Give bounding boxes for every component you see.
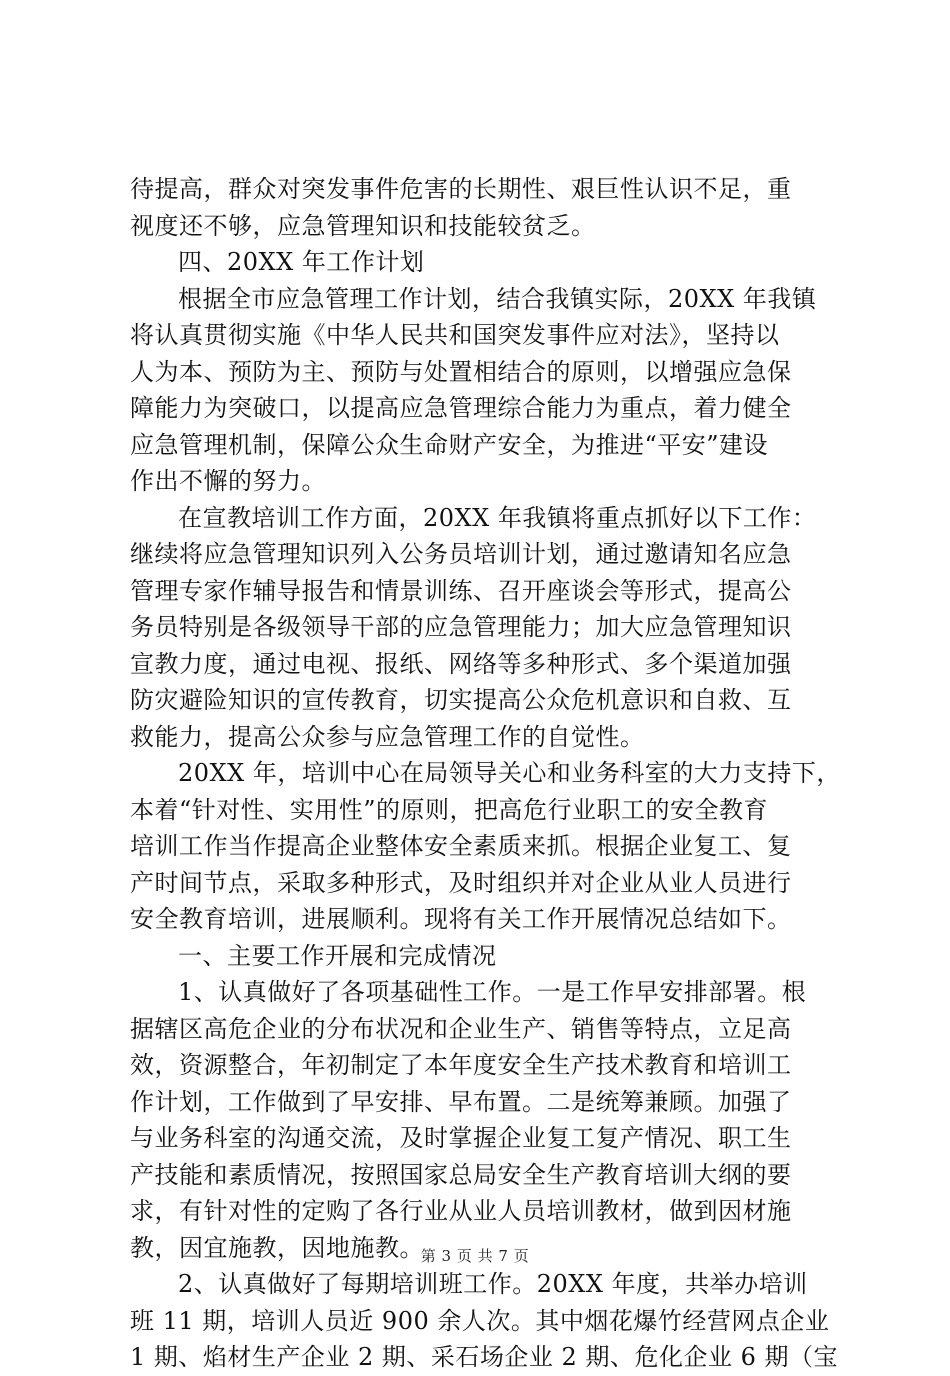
text-line: 20XX 年，培训中心在局领导关心和业务科室的大力支持下， <box>178 759 841 787</box>
text-line: 待提高，群众对突发事件危害的长期性、艰巨性认识不足，重 <box>130 175 792 203</box>
text-line: 人为本、预防为主、预防与处置相结合的原则，以增强应急保 <box>130 357 792 386</box>
text-line: 效，资源整合，年初制定了本年度安全生产技术教育和培训工 <box>130 1051 792 1079</box>
page-footer: 第 3 页 共 7 页 <box>420 1247 530 1265</box>
text-line: 求，有针对性的定购了各行业从业人员培训教材，做到因材施 <box>130 1197 792 1225</box>
text-line: 产技能和素质情况，按照国家总局安全生产教育培训大纲的要 <box>130 1160 792 1189</box>
text-line: 防灾避险知识的宣传教育，切实提高公众危机意识和自救、互 <box>130 686 792 714</box>
text-line: 救能力，提高公众参与应急管理工作的自觉性。 <box>130 722 645 751</box>
text-line: 四、20XX 年工作计划 <box>178 248 425 276</box>
text-line: 本着“针对性、实用性”的原则，把高危行业职工的安全教育 <box>130 795 769 824</box>
text-line: 继续将应急管理知识列入公务员培训计划，通过邀请知名应急 <box>130 540 792 568</box>
text-line: 将认真贯彻实施《中华人民共和国突发事件应对法》，坚持以 <box>130 321 780 349</box>
text-line: 管理专家作辅导报告和情景训练、召开座谈会等形式，提高公 <box>130 576 792 605</box>
text-line: 培训工作当作提高企业整体安全素质来抓。根据企业复工、复 <box>130 832 792 860</box>
text-line: 应急管理机制，保障公众生命财产安全，为推进“平安”建设 <box>130 430 769 459</box>
text-line: 在宣教培训工作方面，20XX 年我镇将重点抓好以下工作： <box>178 503 817 532</box>
text-line: 作出不懈的努力。 <box>130 467 326 495</box>
document-body <box>130 171 841 1376</box>
text-line: 1、认真做好了各项基础性工作。一是工作早安排部署。根 <box>178 978 807 1006</box>
text-line: 视度还不够，应急管理知识和技能较贫乏。 <box>130 211 596 240</box>
text-line: 障能力为突破口，以提高应急管理综合能力为重点，着力健全 <box>130 394 792 422</box>
text-line: 1 期、焰材生产企业 2 期、采石场企业 2 期、危化企业 6 期（宝 <box>130 1343 838 1371</box>
text-line: 据辖区高危企业的分布状况和企业生产、销售等特点，立足高 <box>130 1014 792 1043</box>
text-line: 作计划，工作做到了早安排、早布置。二是统筹兼顾。加强了 <box>130 1087 792 1116</box>
text-line: 根据全市应急管理工作计划，结合我镇实际，20XX 年我镇 <box>178 284 817 313</box>
text-line: 产时间节点，采取多种形式，及时组织并对企业从业人员进行 <box>130 868 792 897</box>
text-line: 教，因宜施教，因地施教。 <box>130 1233 424 1262</box>
text-line: 班 11 期，培训人员近 900 余人次。其中烟花爆竹经营网点企业 <box>130 1306 830 1335</box>
text-line: 与业务科室的沟通交流，及时掌握企业复工复产情况、职工生 <box>130 1124 792 1152</box>
text-line: 宣教力度，通过电视、报纸、网络等多种形式、多个渠道加强 <box>130 649 792 678</box>
text-line: 2、认真做好了每期培训班工作。20XX 年度，共举办培训 <box>178 1270 808 1298</box>
text-line: 一、主要工作开展和完成情况 <box>178 941 497 970</box>
text-line: 安全教育培训，进展顺利。现将有关工作开展情况总结如下。 <box>130 905 792 933</box>
text-line: 务员特别是各级领导干部的应急管理能力；加大应急管理知识 <box>130 613 792 641</box>
